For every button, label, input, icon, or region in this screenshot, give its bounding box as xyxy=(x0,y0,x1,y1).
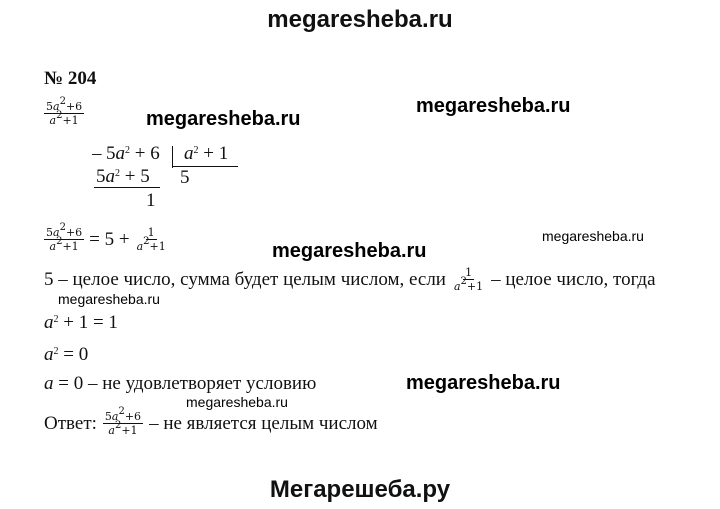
footer-site-title: Мегарешеба.ру xyxy=(269,476,451,503)
division-remainder: 1 xyxy=(146,190,156,211)
header-site-title: megaresheba.ru xyxy=(267,6,453,33)
watermark: megaresheba.ru xyxy=(542,228,644,244)
fraction-original: $\frac{5a^2+6}{a^2+1}$ xyxy=(46,96,83,127)
step-equation-2: $a^2 = 0$ xyxy=(44,344,89,365)
answer-line: Ответ: $\frac{5a^2+6}{a^2+1}$ – не является целым числом xyxy=(44,406,378,437)
division-quotient: 5 xyxy=(180,167,190,188)
step-equation-1: $a^2 + 1 = 1$ xyxy=(44,312,118,333)
watermark: megaresheba.ru xyxy=(416,95,571,117)
division-dividend: $5a^2 + 6$ xyxy=(106,143,160,164)
explanation-line: 5 – целое число, сумма будет целым числом, если $\frac{1}{a^2+1}$ – целое число, тогда xyxy=(44,266,656,293)
watermark: megaresheba.ru xyxy=(272,240,427,262)
watermark: megaresheba.ru xyxy=(146,108,301,130)
division-vertical-bar xyxy=(172,146,173,168)
equation-decomposition: $\frac{5a^2+6}{a^2+1}$ = 5 + $\frac{1}{a^2+1}$ xyxy=(46,222,166,253)
problem-number: № 204 xyxy=(44,68,97,89)
watermark: megaresheba.ru xyxy=(406,372,561,394)
step-equation-3: a = 0 – не удовлетворяет условию xyxy=(44,373,317,394)
watermark: megaresheba.ru xyxy=(58,291,160,307)
division-divisor: $a^2 + 1$ xyxy=(184,143,229,164)
watermark: megaresheba.ru xyxy=(186,394,288,410)
division-minus: – xyxy=(92,143,102,164)
division-subtrahend: $5a^2 + 5$ xyxy=(96,166,150,187)
division-subtraction-line xyxy=(94,187,160,188)
